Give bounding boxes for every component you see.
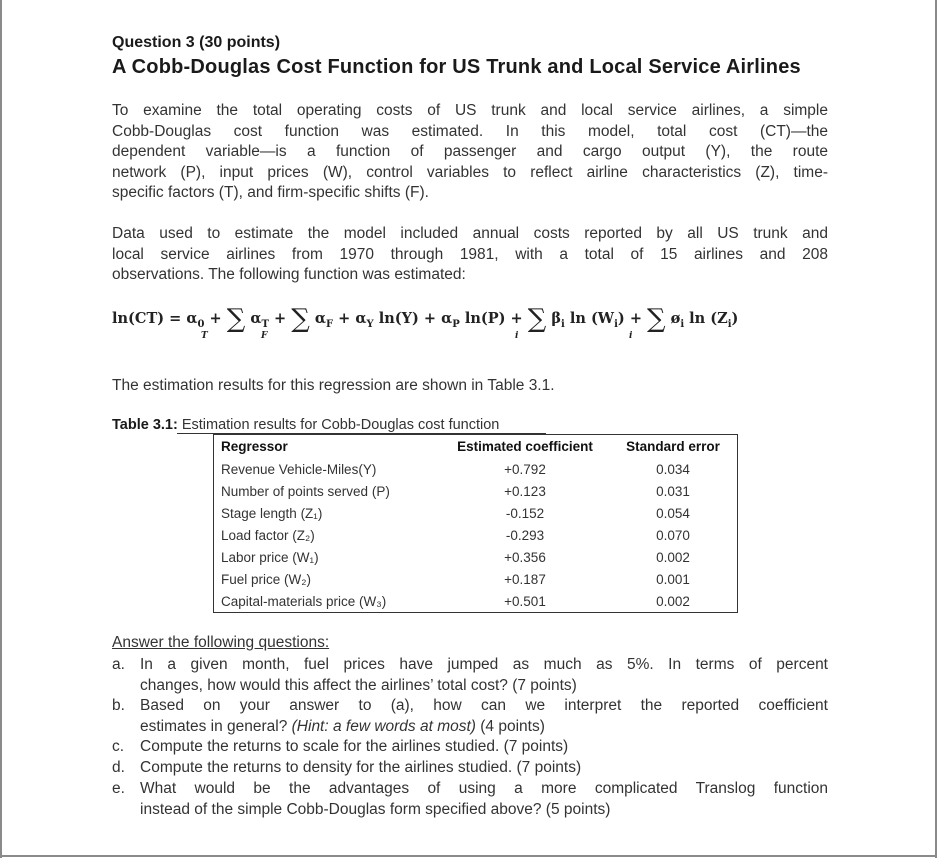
coefficient-cell: +0.501 <box>504 593 546 609</box>
summation-symbol: ∑ <box>291 304 310 334</box>
sum-index-i: i <box>629 331 633 341</box>
page-border-bottom <box>0 855 937 857</box>
item-line: estimates in general? (Hint: a few words at most) (4 points) <box>140 717 545 735</box>
regressor-cell: Stage length (Z₁) <box>221 505 323 521</box>
item-label: b. <box>112 697 125 714</box>
intro-line: specific factors (T), and firm-specific shifts (F). <box>112 184 429 201</box>
coefficient-cell: -0.293 <box>505 527 545 543</box>
coefficient-cell: +0.123 <box>504 483 546 499</box>
item-line: changes, how would this affect the airlines’ total cost? (7 points) <box>140 676 577 694</box>
sum-index-i: i <box>515 331 519 341</box>
table-row <box>214 590 738 613</box>
results-sentence: The estimation results for this regression are shown in Table 3.1. <box>112 377 555 394</box>
summation-symbol: ∑ <box>226 304 246 334</box>
question-header: Question 3 (30 points) <box>112 34 281 51</box>
regression-table <box>213 434 738 613</box>
item-line: In a given month, fuel prices have jumped as much as 5%. In terms of percent <box>140 656 828 673</box>
intro-line: network (P), input prices (W), control variables to reflect airline characteristics (Z), time- <box>112 163 828 181</box>
question-title: A Cobb-Douglas Cost Function for US Trunk and Local Service Airlines <box>112 56 801 78</box>
std-error-cell: 0.034 <box>656 461 690 477</box>
table-row <box>214 568 738 590</box>
data-line: local service airlines from 1970 through 1981, with a total of 15 airlines and 208 <box>112 245 828 263</box>
item-label: a. <box>112 656 125 673</box>
question-item-e <box>112 779 828 820</box>
table-row <box>214 458 738 480</box>
question-item-c <box>112 737 828 758</box>
page-border-left <box>0 0 2 858</box>
question-item-a <box>112 655 828 696</box>
answer-heading: Answer the following questions: <box>112 634 330 651</box>
question-item-b <box>112 696 828 737</box>
hint-text: (Hint: a few words at most) <box>291 717 476 735</box>
sum-index-F: F <box>261 331 268 341</box>
intro-line: dependent variable—is a function of passenger and cargo output (Y), the route <box>112 143 828 160</box>
item-label: e. <box>112 780 125 797</box>
intro-line: Cobb-Douglas cost function was estimated. In this model, total cost (CT)—the <box>112 122 828 140</box>
column-header-coefficient: Estimated coefficient <box>457 439 593 454</box>
item-line: instead of the simple Cobb-Douglas form specified above? (5 points) <box>140 800 611 818</box>
regressor-cell: Fuel price (W₂) <box>221 571 311 587</box>
table-row <box>214 546 738 568</box>
regressor-cell: Capital-materials price (W₃) <box>221 593 387 609</box>
table-caption <box>112 417 499 433</box>
std-error-cell: 0.054 <box>656 505 690 521</box>
regressor-cell: Revenue Vehicle-Miles(Y) <box>221 461 377 477</box>
item-label: c. <box>112 738 125 755</box>
std-error-cell: 0.001 <box>656 571 690 587</box>
table-header-row <box>214 435 738 459</box>
column-header-std-error: Standard error <box>626 439 720 454</box>
sum-index-T: T <box>201 331 208 341</box>
std-error-cell: 0.002 <box>656 593 690 609</box>
item-line: Based on your answer to (a), how can we interpret the reported coefficient <box>140 697 828 714</box>
coefficient-cell: +0.792 <box>504 461 546 477</box>
std-error-cell: 0.070 <box>656 527 690 543</box>
std-error-cell: 0.031 <box>656 483 690 499</box>
summation-symbol: ∑ <box>647 304 666 334</box>
table-row <box>214 480 738 502</box>
table-caption-text: Estimation results for Cobb-Douglas cost function <box>177 417 500 433</box>
regressor-cell: Load factor (Z₂) <box>221 527 315 543</box>
item-label: d. <box>112 759 125 776</box>
summation-symbol: ∑ <box>527 304 547 334</box>
item-line: Compute the returns to density for the airlines studied. (7 points) <box>140 759 582 776</box>
regressor-cell: Labor price (W₁) <box>221 549 319 565</box>
data-line: observations. The following function was estimated: <box>112 266 466 283</box>
cost-function-equation: $\ln(CT) = \alpha_0$ + ∑ $\alpha_T$ + ∑ $\alpha_F + \alpha_Y$ $\ln(Y) + \alpha_P$ ln(P) + ∑ $\beta_i$ $\ln (W_i)$ + ∑ $ø_i$ $\ln (Z_i)$ <box>112 304 739 334</box>
data-paragraph <box>112 224 828 286</box>
item-line: What would be the advantages of using a more complicated Translog function <box>140 780 828 797</box>
page-border-right <box>935 0 937 858</box>
intro-paragraph <box>112 101 828 204</box>
coefficient-cell: +0.356 <box>504 549 546 565</box>
coefficient-cell: +0.187 <box>504 571 546 587</box>
table-row <box>214 524 738 546</box>
data-line: Data used to estimate the model included annual costs reported by all US trunk and <box>112 225 828 242</box>
table-row <box>214 502 738 524</box>
coefficient-cell: -0.152 <box>505 505 545 521</box>
std-error-cell: 0.002 <box>656 549 690 565</box>
item-line: Compute the returns to scale for the airlines studied. (7 points) <box>140 738 569 755</box>
column-header-regressor: Regressor <box>221 439 288 454</box>
intro-line: To examine the total operating costs of US trunk and local service airlines, a simple <box>112 102 828 119</box>
table-caption-label: Table 3.1: <box>112 417 178 433</box>
regressor-cell: Number of points served (P) <box>221 483 390 499</box>
question-item-d <box>112 758 828 779</box>
